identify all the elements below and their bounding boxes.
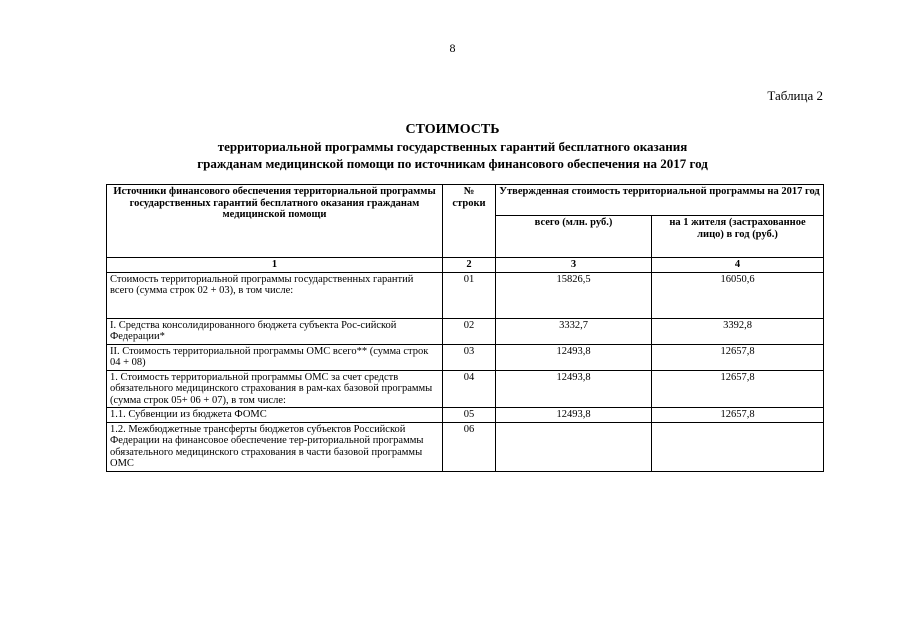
row-source: II. Стоимость территориальной программы ОМС всего** (сумма строк 04 + 08) [107, 344, 443, 370]
row-number: 01 [443, 272, 496, 318]
column-number: 3 [496, 258, 652, 273]
row-total: 3332,7 [496, 318, 652, 344]
row-total: 12493,8 [496, 370, 652, 408]
row-per-resident: 16050,6 [652, 272, 824, 318]
header-row-no: № строки [443, 185, 496, 258]
row-per-resident: 12657,8 [652, 370, 824, 408]
header-approved-cost: Утвержденная стоимость территориальной программы на 2017 год [496, 185, 824, 216]
row-number: 04 [443, 370, 496, 408]
row-per-resident: 12657,8 [652, 344, 824, 370]
title-line-3: гражданам медицинской помощи по источникам финансового обеспечения на 2017 год [197, 156, 708, 171]
header-source: Источники финансового обеспечения территориальной программы государственных гарантий бесплатного оказания гражданам медицинской помощи [107, 185, 443, 258]
header-per-resident: на 1 жителя (застрахованное лицо) в год (руб.) [652, 216, 824, 258]
row-total [496, 422, 652, 471]
table-row [107, 318, 824, 344]
row-number: 05 [443, 408, 496, 423]
row-source: I. Средства консолидированного бюджета субъекта Рос-сийской Федерации* [107, 318, 443, 344]
table-title [0, 121, 905, 172]
cost-table [106, 184, 824, 472]
table-row [107, 422, 824, 471]
row-per-resident: 3392,8 [652, 318, 824, 344]
row-total: 12493,8 [496, 344, 652, 370]
column-number: 4 [652, 258, 824, 273]
table-row [107, 272, 824, 318]
row-total: 12493,8 [496, 408, 652, 423]
row-source: 1.2. Межбюджетные трансферты бюджетов субъектов Российской Федерации на финансовое обеспечение тер-риториальной программы обязательного медицинского страхования в части базовой программы ОМС [107, 422, 443, 471]
page-number: 8 [449, 41, 456, 55]
column-number-row [107, 258, 824, 273]
title-line-1: СТОИМОСТЬ [405, 122, 500, 137]
table-row [107, 408, 824, 423]
row-total: 15826,5 [496, 272, 652, 318]
row-source: Стоимость территориальной программы государственных гарантий всего (сумма строк 02 + 03), в том числе: [107, 272, 443, 318]
title-line-2: территориальной программы государственных гарантий бесплатного оказания [217, 139, 688, 154]
header-row-1 [107, 185, 824, 216]
header-total: всего (млн. руб.) [496, 216, 652, 258]
column-number: 2 [443, 258, 496, 273]
table-row [107, 370, 824, 408]
row-source: 1. Стоимость территориальной программы ОМС за счет средств обязательного медицинского страхования в рам-ках базовой программы (сумма строк 05+ 06 + 07), в том числе: [107, 370, 443, 408]
row-source: 1.1. Субвенции из бюджета ФОМС [107, 408, 443, 423]
table-row [107, 344, 824, 370]
column-number: 1 [107, 258, 443, 273]
row-per-resident: 12657,8 [652, 408, 824, 423]
row-number: 02 [443, 318, 496, 344]
row-number: 03 [443, 344, 496, 370]
row-per-resident [652, 422, 824, 471]
table-label: Таблица 2 [767, 88, 823, 103]
row-number: 06 [443, 422, 496, 471]
